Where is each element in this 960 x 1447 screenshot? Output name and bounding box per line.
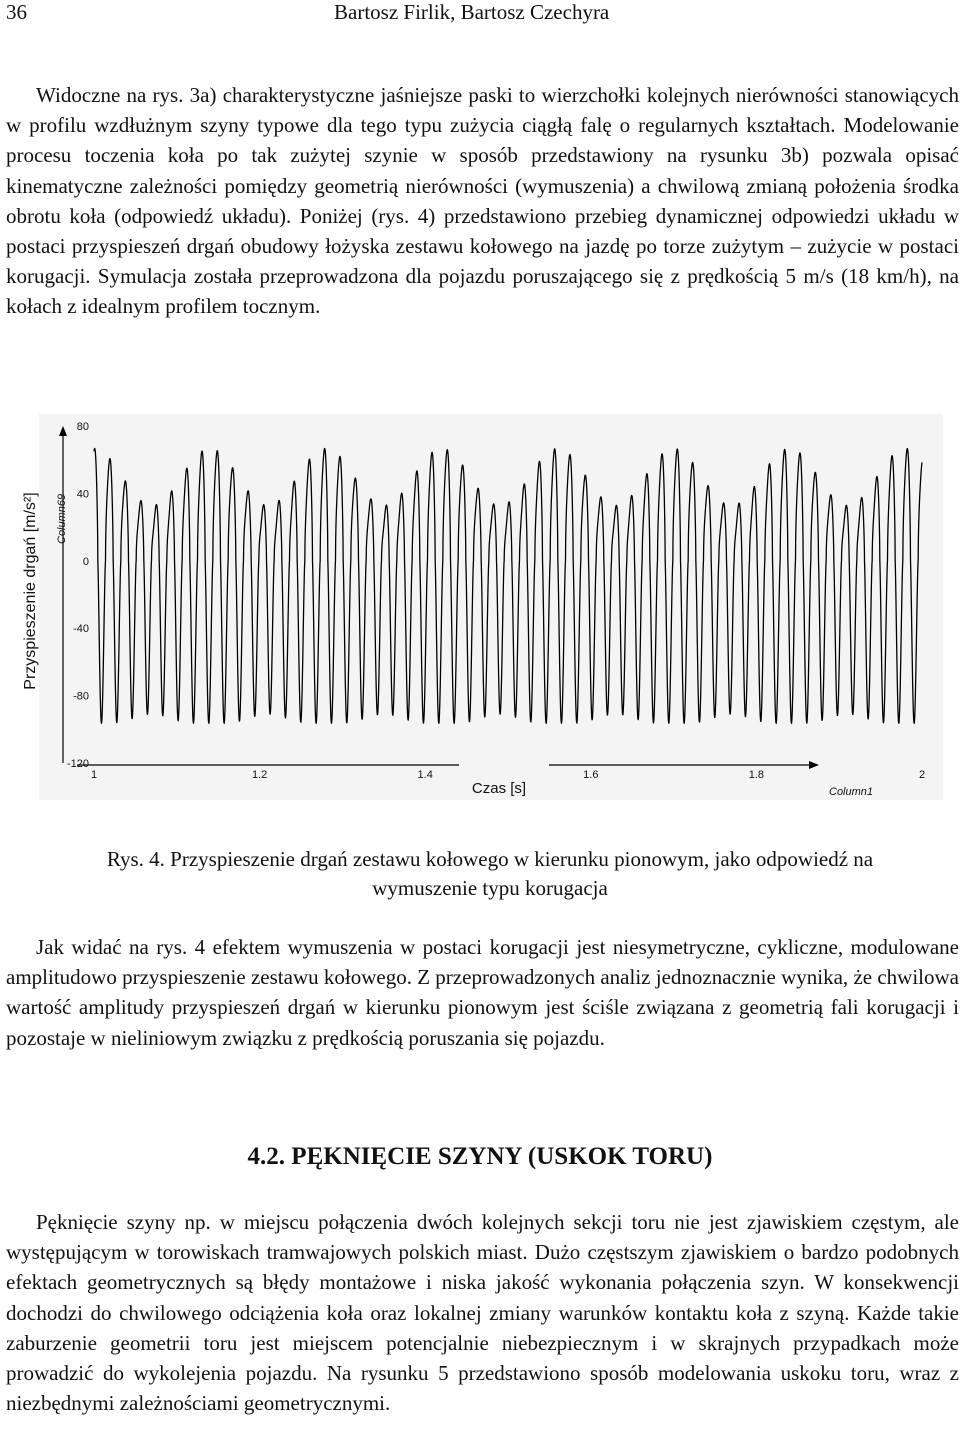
paragraph-3: Pęknięcie szyny np. w miejscu połączenia dwóch kolejnych sekcji toru nie jest zjawiskiem częstym, ale występującym w torowiskach tramwajowych polskich miast. Dużo częstszym zjawiskiem o bardzo podobnych efektach geometrycznych są błędy montażowe i niska jakość wykonania połączenia szyn. W konsekwencji dochodzi do chwilowego odciążenia koła oraz lokalnej zmiany warunków kontaktu koła z szyną. Każde takie zaburzenie geometrii toru jest miejscem potencjalnie niebezpiecznym i w skrajnych przypadkach może prowadzić do wykolejenia pojazdu. Na rysunku 5 przedstawiono sposób modelowania uskoku toru, wraz z niezbędnymi zależnościami geometrycznymi. — [6, 1210, 959, 1416]
x-tick-label: 2 — [918, 769, 926, 781]
x-tick-label: 1.8 — [748, 769, 765, 781]
acceleration-chart — [39, 414, 943, 800]
x-tick-label: 1.6 — [583, 769, 599, 781]
running-head-authors: Bartosz Firlik, Bartosz Czechyra — [334, 0, 610, 24]
y-axis — [59, 421, 89, 770]
figure-chart-area — [39, 414, 943, 800]
section-heading: 4.2. PĘKNIĘCIE SZYNY (USKOK TORU) — [247, 1143, 713, 1170]
figure-caption: Rys. 4. Przyspieszenie drgań zestawu kołowego w kierunku pionowym, jako odpowiedź na wymuszenie typu korugacja — [106, 847, 874, 900]
y-tick-label: 80 — [76, 421, 89, 433]
x-tick-label: 1 — [90, 769, 98, 781]
page-header — [6, 0, 956, 26]
paragraph-2: Jak widać na rys. 4 efektem wymuszenia w postaci korugacji jest niesymetryczne, cykliczne, modulowane amplitudowo przyspieszenie zestawu kołowego. Z przeprowadzonych analiz jednoznacznie wynika, że chwilowa wartość amplitudy przyspieszeń drgań w kierunku pionowym jest ściśle związana z geometrią fali korugacji i pozostaje w nieliniowym związku z prędkością poruszania się pojazdu. — [6, 935, 959, 1050]
x-axis-label: Czas [s] — [471, 780, 527, 797]
x-tick-label: 1.4 — [417, 769, 433, 781]
y-tick-label: 40 — [76, 488, 89, 501]
y-tick-label: 0 — [82, 555, 89, 568]
x-tick-label: 1.2 — [251, 769, 268, 781]
x-series-label: Column1 — [829, 786, 874, 798]
y-series-label: Column69 — [56, 493, 68, 544]
y-axis-label: Przyspieszenie drgań [m/s²] — [22, 492, 39, 690]
x-axis — [77, 761, 925, 781]
page-number: 36 — [6, 0, 27, 24]
y-tick-label: -120 — [66, 758, 89, 770]
y-tick-label: -40 — [73, 623, 89, 636]
acceleration-series-line — [94, 449, 922, 724]
x-axis-arrow — [809, 761, 819, 769]
y-axis-arrow — [59, 426, 67, 436]
paragraph-1: Widoczne na rys. 3a) charakterystyczne jaśniejsze paski to wierzchołki kolejnych nierówności stanowiących w profilu wzdłużnym szyny typowe dla tego typu zużycia ciągłą falę o regularnych kształtach. Modelowanie procesu toczenia koła po tak zużytej szynie w sposób przedstawiony na rysunku 3b) pozwala opisać kinematyczne zależności pomiędzy geometrią nierówności (wymuszenia) a chwilową zmianą położenia środka obrotu koła (odpowiedź układu). Poniżej (rys. 4) przedstawiono przebieg dynamicznej odpowiedzi układu w postaci przyspieszeń drgań obudowy łożyska zestawu kołowego na jazdę po torze zużytym – zużycie w postaci korugacji. Symulacja została przeprowadzona dla pojazdu poruszającego się z prędkością 5 m/s (18 km/h), na kołach z idealnym profilem tocznym. — [6, 83, 959, 319]
y-tick-label: -80 — [73, 690, 89, 703]
